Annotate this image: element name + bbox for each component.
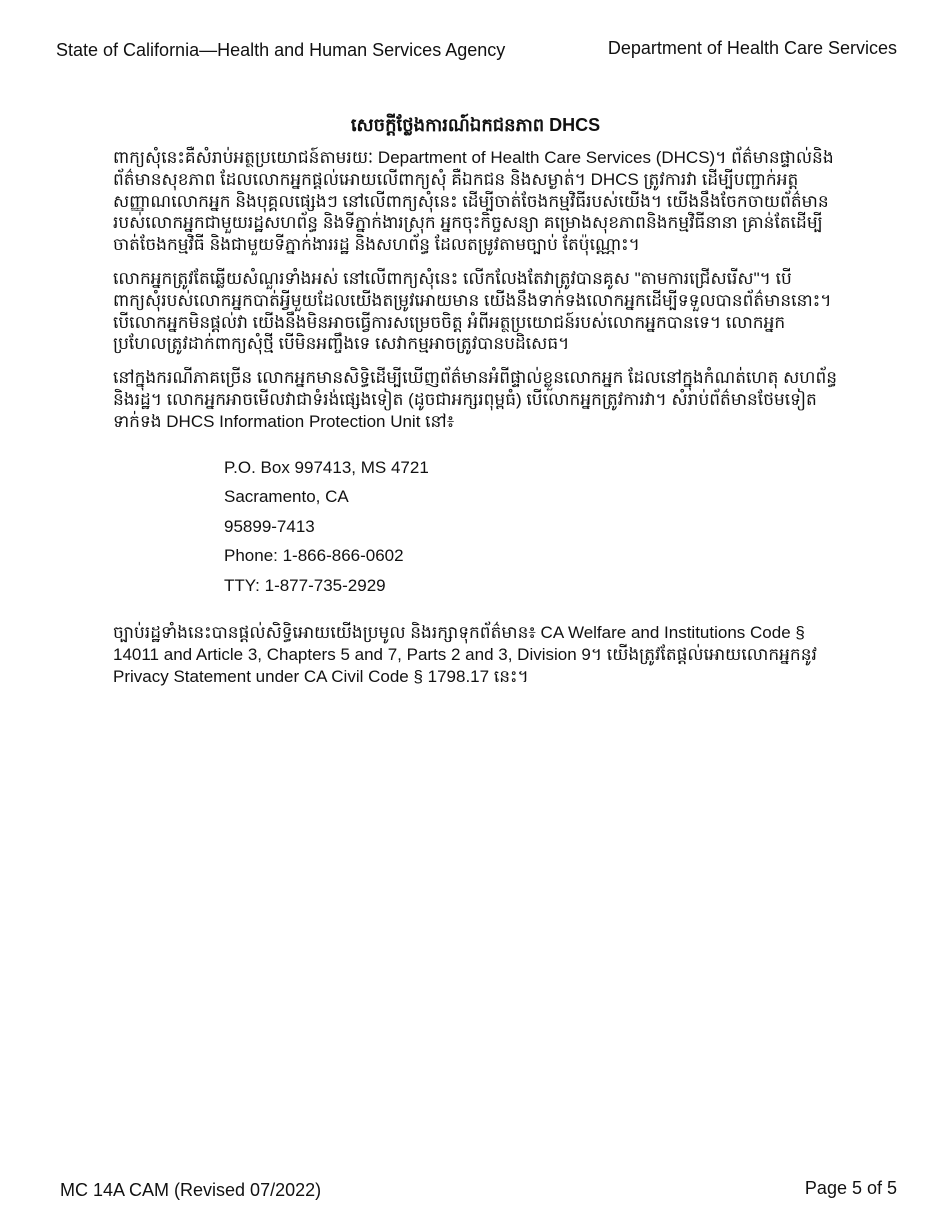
document-body xyxy=(113,113,838,699)
page-header xyxy=(56,40,897,64)
page-number: Page 5 of 5 xyxy=(804,1178,897,1198)
address-tty: TTY: 1-877-735-2929 xyxy=(224,575,386,595)
address-po-box: P.O. Box 997413, MS 4721 xyxy=(224,457,429,477)
contact-address xyxy=(224,453,838,601)
form-id: MC 14A CAM (Revised 07/2022) xyxy=(60,1180,322,1200)
address-zip: 95899-7413 xyxy=(224,516,315,536)
address-city: Sacramento, CA xyxy=(224,487,349,507)
page-footer xyxy=(60,1178,897,1202)
agency-name: State of California—Health and Human Services Agency xyxy=(56,40,506,60)
paragraph-purpose: ពាក្យសុំនេះគឺសំរាប់អត្ថប្រយោជន៍តាមរយៈ Department of Health Care Services (DHCS)។ ព័ត៌មានផ្ទាល់និងព័ត៌មានសុខភាព ដែលលោកអ្នកផ្តល់អោយលើពាក្យសុំ គឺឯកជន និងសម្ងាត់។ DHCS ត្រូវការវា ដើម្បីបញ្ជាក់អត្តសញ្ញាណលោកអ្នក និងបុគ្គលផ្សេងៗ នៅលើពាក្យសុំនេះ ដើម្បីចាត់ចែងកម្មវិធីរបស់យើង។ យើងនឹងចែកចាយព័ត៌មានរបស់លោកអ្នកជាមួយរដ្ឋសហព័ន្ធ និងទីភ្នាក់ងារស្រុក អ្នកចុះកិច្ចសន្យា គម្រោងសុខភាពនិងកម្មវិធីនានា គ្រាន់តែដើម្បីចាត់ចែងកម្មវិធី និងជាមួយទីភ្នាក់ងាររដ្ឋ និងសហព័ន្ធ ដែលតម្រូវតាមច្បាប់ តែប៉ុណ្ណោះ។ xyxy=(113,148,834,255)
address-phone: Phone: 1-866-866-0602 xyxy=(224,546,404,566)
paragraph-legal-authority: ច្បាប់រដ្ឋទាំងនេះបានផ្តល់សិទ្ធិអោយយើងប្រមូល និងរក្សាទុកព័ត៌មាន៖ CA Welfare and Institutions Code § 14011 and Article 3, Chapters 5 and 7, Parts 2 and 3, Division 9។ យើងត្រូវតែផ្តល់អោយលោកអ្នកនូវ Privacy Statement under CA Civil Code § 1798.17 នេះ។ xyxy=(113,623,817,686)
page-title: សេចក្តីថ្លែងការណ៍ឯកជនភាព DHCS xyxy=(350,115,601,135)
paragraph-rights: នៅក្នុងករណីភាគច្រើន លោកអ្នកមានសិទ្ធិដើម្បីឃើញព័ត៌មានអំពីផ្ទាល់ខ្លួនលោកអ្នក ដែលនៅក្នុងកំណត់ហេតុ សហព័ន្ធ និងរដ្ឋ។ លោកអ្នកអាចមើលវាជាទំរង់ផ្សេងទៀត (ដូចជាអក្សរពុម្ពធំ) បើលោកអ្នកត្រូវការវា។ សំរាប់ព័ត៌មានថែមទៀត ទាក់ទង DHCS Information Protection Unit នៅ៖ xyxy=(113,368,838,431)
department-name: Department of Health Care Services xyxy=(607,38,897,58)
paragraph-requirements: លោកអ្នកត្រូវតែឆ្លើយសំណួរទាំងអស់ នៅលើពាក្យសុំនេះ លើកលែងតែវាត្រូវបានគូស "តាមការជ្រើសរើស"។ បើពាក្យសុំរបស់លោកអ្នកបាត់អ្វីមួយដែលយើងតម្រូវអោយមាន យើងនឹងទាក់ទងលោកអ្នកដើម្បីទទួលបានព័ត៌មាននោះ។ បើលោកអ្នកមិនផ្តល់វា យើងនឹងមិនអាចធ្វើការសម្រេចចិត្ត អំពីអត្ថប្រយោជន៍របស់លោកអ្នកបានទេ។ លោកអ្នកប្រហែលត្រូវដាក់ពាក្យសុំថ្មី បើមិនអញ្ចឹងទេ សេវាកម្មអាចត្រូវបានបដិសេធ។ xyxy=(113,268,832,354)
